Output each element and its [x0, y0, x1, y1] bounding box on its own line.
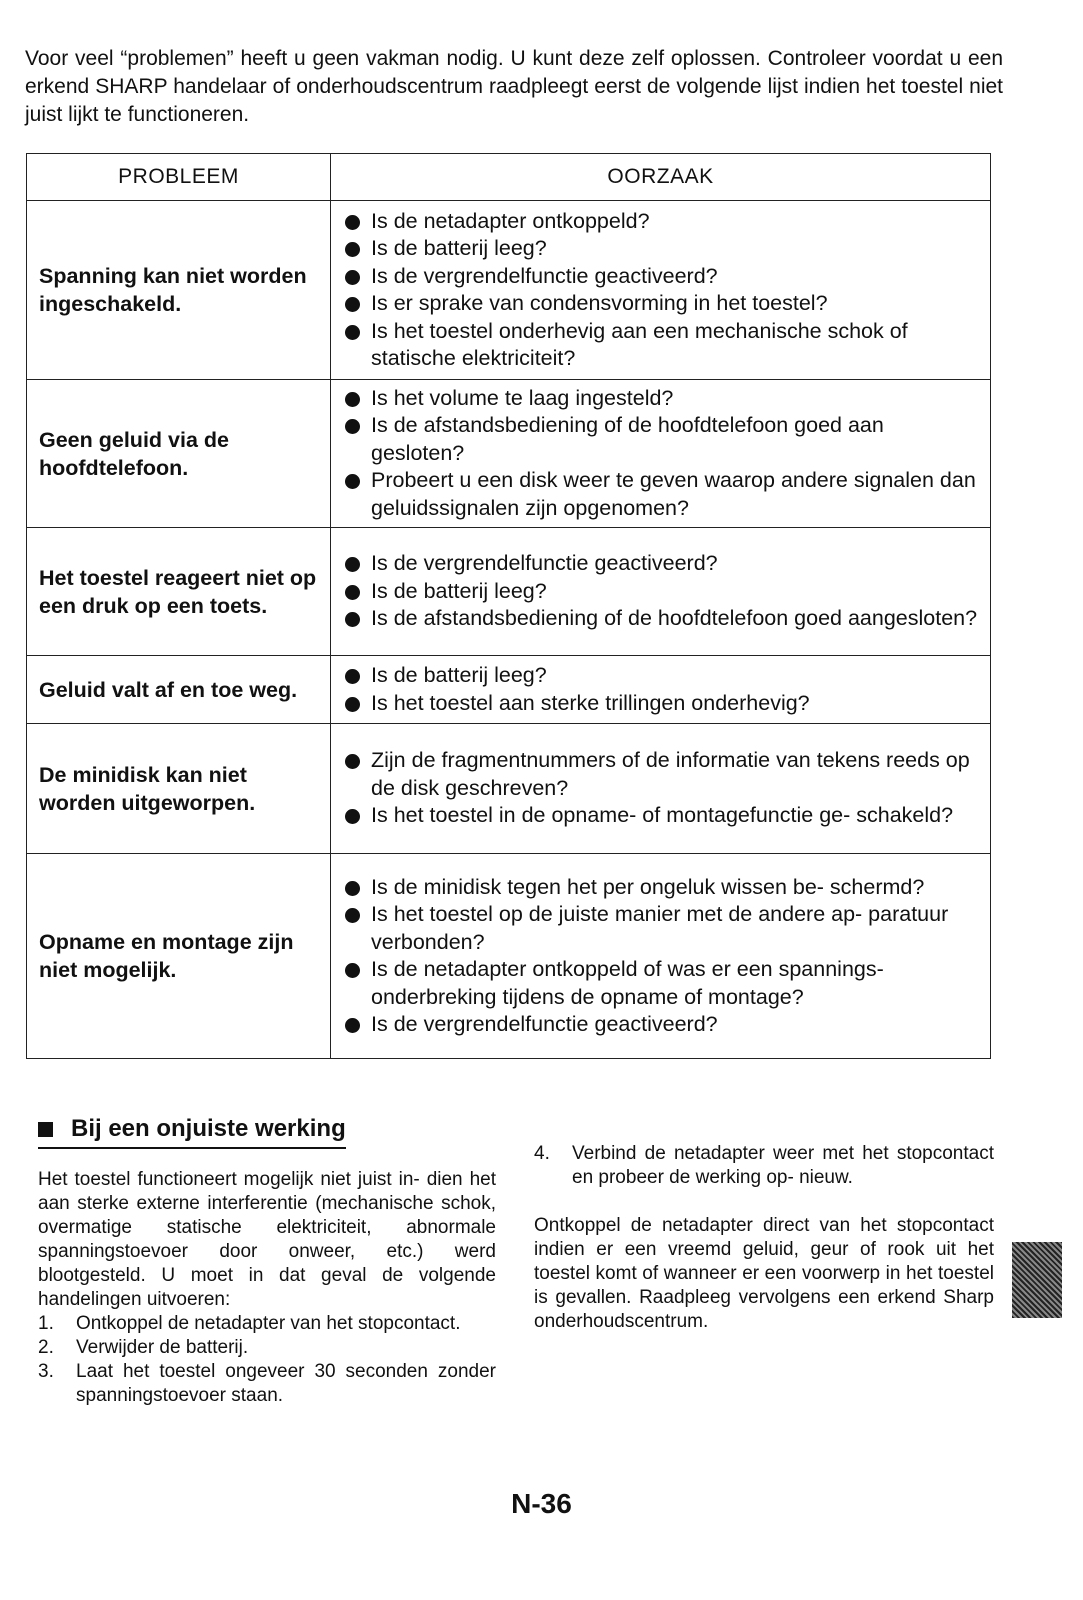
- table-row: [27, 528, 991, 656]
- cause-text: Probeert u een disk weer te geven waarop andere signalen dan geluidssignalen zijn opgenomen?: [371, 468, 976, 520]
- header-problem: PROBLEEM: [27, 154, 331, 201]
- cause-cell: [331, 201, 991, 380]
- bullet-icon: [345, 392, 360, 407]
- problem-cell: Geluid valt af en toe weg.: [27, 656, 331, 724]
- step-number: 2.: [38, 1337, 54, 1358]
- bullet-icon: [345, 908, 360, 923]
- table-row: [27, 380, 991, 528]
- cause-item: [343, 290, 982, 318]
- cause-item: [343, 578, 982, 606]
- table-row: [27, 724, 991, 854]
- steps-list-continued: [534, 1142, 994, 1190]
- bullet-icon: [345, 963, 360, 978]
- left-column: [38, 1168, 496, 1408]
- step-text: Laat het toestel ongeveer 30 seconden zonder spanningstoevoer staan.: [76, 1361, 496, 1406]
- cause-item: [343, 467, 982, 522]
- cause-text: Is de vergrendelfunctie geactiveerd?: [371, 551, 718, 576]
- cause-item: [343, 690, 982, 718]
- cause-item: [343, 412, 982, 467]
- cause-cell: [331, 854, 991, 1059]
- cause-text: Is het toestel aan sterke trillingen onderhevig?: [371, 690, 810, 715]
- cause-item: [343, 605, 982, 633]
- cause-cell: [331, 656, 991, 724]
- cause-list: [343, 662, 982, 717]
- cause-item: [343, 1011, 982, 1039]
- bullet-icon: [345, 270, 360, 285]
- table-header-row: [27, 154, 991, 201]
- bullet-icon: [345, 557, 360, 572]
- problem-cell: De minidisk kan niet worden uitgeworpen.: [27, 724, 331, 854]
- step-item: [38, 1336, 496, 1360]
- step-item: [38, 1312, 496, 1336]
- intro-paragraph: Voor veel “problemen” heeft u geen vakman nodig. U kunt deze zelf oplossen. Controleer voordat u een erkend SHARP handelaar of onderhoudscentrum raadpleegt eerst de volgende lijst indien het toestel niet juist lijkt te functioneren.: [25, 47, 1003, 126]
- cause-cell: [331, 724, 991, 854]
- cause-text: Is er sprake van condensvorming in het toestel?: [371, 291, 828, 315]
- cause-item: [343, 802, 982, 830]
- cause-text: Is de netadapter ontkoppeld?: [371, 208, 650, 233]
- section-heading: [38, 1115, 346, 1149]
- step-number: 4.: [534, 1143, 550, 1164]
- cause-text: Is het volume te laag ingesteld?: [371, 385, 674, 410]
- cause-text: Is de afstandsbediening of de hoofdtelefoon goed aangesloten?: [371, 606, 978, 631]
- bullet-icon: [345, 612, 360, 627]
- bullet-icon: [345, 419, 360, 434]
- problem-cell: Opname en montage zijn niet mogelijk.: [27, 854, 331, 1059]
- bullet-icon: [345, 1018, 360, 1033]
- cause-item: [343, 874, 982, 902]
- page-edge-tab: [1012, 1242, 1062, 1318]
- cause-item: [343, 956, 982, 1011]
- malfunction-paragraph: Het toestel functioneert mogelijk niet juist in- dien het aan sterke externe interferentie (mechanische schok, overmatige statische elektriciteit, abnormale spanningstoevoer door onweer, etc.) werd blootgesteld. U moet in dat geval de volgende handelingen uitvoeren:: [38, 1169, 496, 1310]
- step-item: [534, 1142, 994, 1190]
- right-column: [534, 1142, 994, 1334]
- cause-list: [343, 385, 982, 523]
- problem-cell: Geen geluid via de hoofdtelefoon.: [27, 380, 331, 528]
- troubleshooting-table: [26, 153, 991, 1059]
- page-number: N-36: [511, 1488, 572, 1519]
- bullet-icon: [345, 881, 360, 896]
- step-number: 3.: [38, 1361, 54, 1382]
- cause-item: [343, 385, 982, 413]
- cause-text: Is de minidisk tegen het per ongeluk wissen be- schermd?: [371, 874, 925, 899]
- cause-item: [343, 263, 982, 291]
- bullet-icon: [345, 215, 360, 230]
- problem-cell: Het toestel reageert niet op een druk op een toets.: [27, 528, 331, 656]
- cause-list: [343, 874, 982, 1039]
- cause-text: Is het toestel in de opname- of montagefunctie ge- schakeld?: [371, 803, 954, 828]
- bullet-icon: [345, 697, 360, 712]
- cause-text: Is de afstandsbediening of de hoofdtelefoon goed aan gesloten?: [371, 413, 884, 465]
- warning-paragraph: Ontkoppel de netadapter direct van het stopcontact indien er een vreemd geluid, geur of rook uit het toestel komt of wanneer er een voorwerp in het toestel is gevallen. Raadpleeg vervolgens een erkend Sharp onderhoudscentrum.: [534, 1215, 994, 1332]
- cause-text: Is de vergrendelfunctie geactiveerd?: [371, 1012, 718, 1036]
- table-row: [27, 656, 991, 724]
- table-row: [27, 854, 991, 1059]
- cause-text: Is de batterij leeg?: [371, 663, 547, 687]
- step-item: [38, 1360, 496, 1408]
- bullet-icon: [345, 242, 360, 257]
- header-cause: OORZAAK: [331, 154, 991, 201]
- step-text: Verbind de netadapter weer met het stopcontact en probeer de werking op- nieuw.: [572, 1143, 994, 1188]
- cause-item: [343, 901, 982, 956]
- bullet-icon: [345, 754, 360, 769]
- step-number: 1.: [38, 1313, 54, 1334]
- cause-text: Is de vergrendelfunctie geactiveerd?: [371, 263, 718, 288]
- black-square-icon: [38, 1122, 53, 1137]
- cause-text: Is de batterij leeg?: [371, 236, 547, 260]
- cause-item: [343, 662, 982, 690]
- bullet-icon: [345, 474, 360, 489]
- step-text: Verwijder de batterij.: [76, 1337, 249, 1358]
- cause-text: Is de netadapter ontkoppeld of was er een spannings- onderbreking tijdens de opname of montage?: [371, 957, 884, 1009]
- step-text: Ontkoppel de netadapter van het stopcontact.: [76, 1313, 461, 1334]
- cause-item: [343, 318, 982, 373]
- cause-cell: [331, 380, 991, 528]
- steps-list: [38, 1312, 496, 1408]
- cause-text: Zijn de fragmentnummers of de informatie van tekens reeds op de disk geschreven?: [371, 748, 970, 800]
- cause-text: Is het toestel onderhevig aan een mechanische schok of statische elektriciteit?: [371, 318, 908, 370]
- cause-list: [343, 550, 982, 633]
- cause-item: [343, 747, 982, 802]
- cause-cell: [331, 528, 991, 656]
- bullet-icon: [345, 297, 360, 312]
- cause-item: [343, 235, 982, 263]
- cause-item: [343, 550, 982, 578]
- table-row: [27, 201, 991, 380]
- section-heading-text: Bij een onjuiste werking: [71, 1115, 346, 1142]
- cause-list: [343, 747, 982, 830]
- problem-cell: Spanning kan niet worden ingeschakeld.: [27, 201, 331, 380]
- bullet-icon: [345, 669, 360, 684]
- cause-text: Is het toestel op de juiste manier met de andere ap- paratuur verbonden?: [371, 902, 949, 954]
- bullet-icon: [345, 809, 360, 824]
- cause-list: [343, 208, 982, 373]
- cause-text: Is de batterij leeg?: [371, 578, 547, 603]
- bullet-icon: [345, 325, 360, 340]
- cause-item: [343, 208, 982, 236]
- bullet-icon: [345, 585, 360, 600]
